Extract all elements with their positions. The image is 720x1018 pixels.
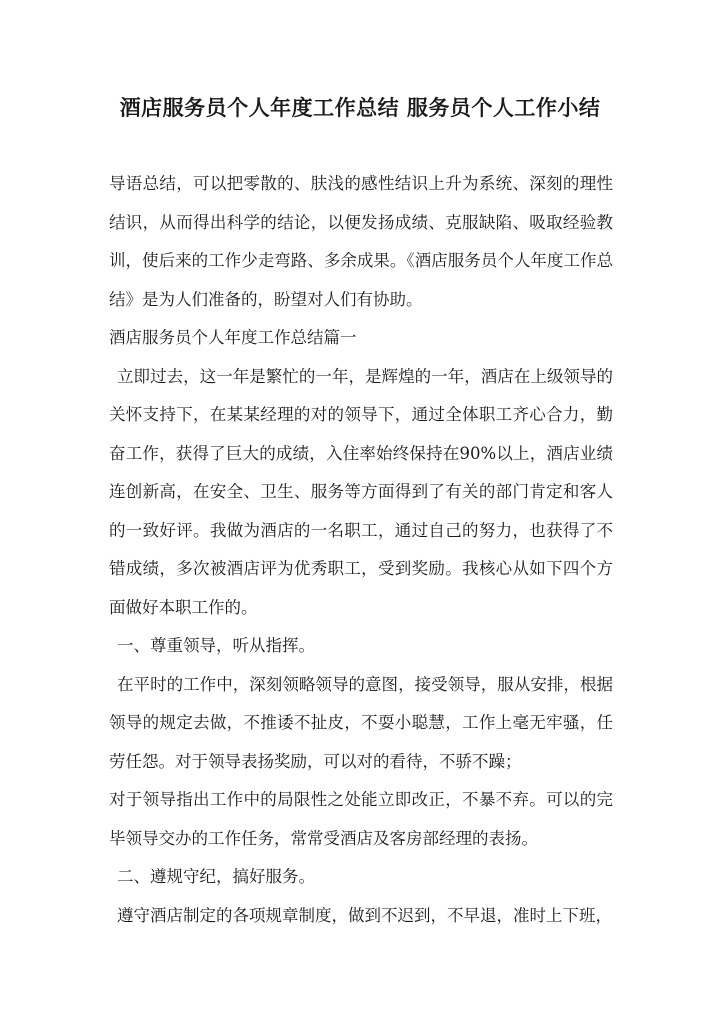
- document-title: 酒店服务员个人年度工作总结 服务员个人工作小结: [119, 95, 601, 120]
- section-heading: 酒店服务员个人年度工作总结篇一: [109, 328, 357, 347]
- intro-paragraph: 导语总结，可以把零散的、肤浅的感性结识上升为系统、深刻的理性结识，从而得出科学的结论，以便发扬成绩、克服缺陷、吸取经验教训，使后来的工作少走弯路、多余成果。《酒店服务员个人年度工作总结》是为人们准备的，盼望对人们有协助。: [109, 174, 613, 309]
- body-paragraph: 对于领导指出工作中的局限性之处能立即改正，不暴不弃。可以的完毕领导交办的工作任务，常常受酒店及客房部经理的表扬。: [109, 790, 613, 848]
- body-paragraph: 立即过去，这一年是繁忙的一年，是辉煌的一年，酒店在上级领导的关怀支持下，在某某经理的对的领导下，通过全体职工齐心合力，勤奋工作，获得了巨大的成绩，入住率始终保持在90%以上，酒店业绩连创新高，在安全、卫生、服务等方面得到了有关的部门肯定和客人的一致好评。我做为酒店的一名职工，通过自己的努力，也获得了不错成绩，多次被酒店评为优秀职工，受到奖励。我核心从如下四个方面做好本职工作的。: [109, 366, 613, 617]
- body-paragraph: 在平时的工作中，深刻领略领导的意图，接受领导，服从安排，根据领导的规定去做，不推诿不扯皮，不耍小聪慧，工作上毫无牢骚，任劳任怨。对于领导表扬奖励，可以对的看待，不骄不躁；: [109, 674, 613, 771]
- body-paragraph: 遵守酒店制定的各项规章制度，做到不迟到，不早退，准时上下班，: [117, 905, 612, 925]
- subsection-heading: 一、尊重领导，听从指挥。: [117, 636, 315, 655]
- document-body: [109, 165, 613, 935]
- subsection-heading: 二、遵规守纪，搞好服务。: [117, 867, 315, 886]
